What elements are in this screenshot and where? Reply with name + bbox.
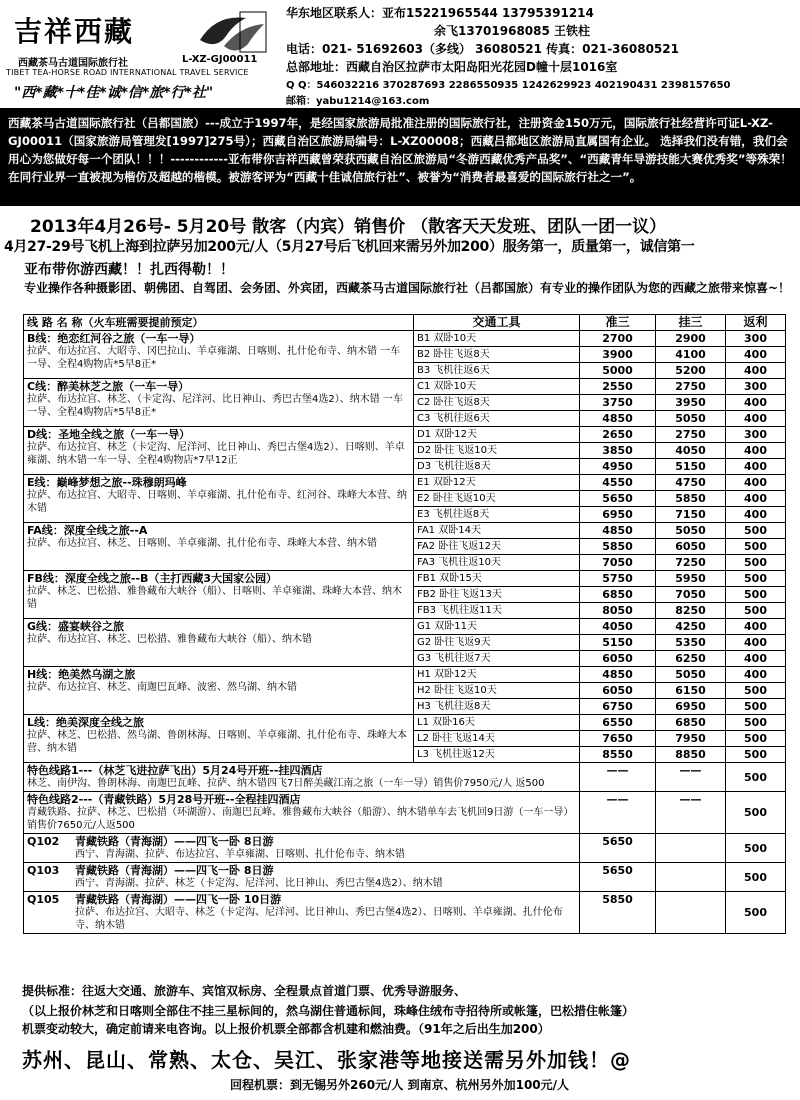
route-title: E线：巅峰梦想之旅--珠穆朗玛峰 — [27, 476, 187, 489]
price-rated-cell: 7950 — [656, 731, 726, 747]
special-route-name: 青藏铁路（青海湖）——四飞一卧 10日游 — [75, 893, 282, 906]
rebate-cell: 500 — [726, 571, 786, 587]
price-cell: —— — [580, 792, 656, 834]
price-rated-cell: 3950 — [656, 395, 726, 411]
price-cell: —— — [656, 792, 726, 834]
special-route-cell — [24, 863, 580, 892]
transport-cell: C3 飞机往返6天 — [414, 411, 580, 427]
price-rated-cell: 8250 — [656, 603, 726, 619]
rebate-cell: 500 — [726, 539, 786, 555]
price-rated-cell: 5050 — [656, 411, 726, 427]
price-standard-cell: 5150 — [580, 635, 656, 651]
transport-cell: G1 双卧11天 — [414, 619, 580, 635]
contact-people: 华东地区联系人：亚布15221965544 13795391214 — [286, 6, 594, 20]
ticket-note: 机票变动较大，确定前请来电咨询。以上报价机票全部都含机建和燃油费。（91年之后出生加200） — [22, 1022, 550, 1036]
rebate-cell: 400 — [726, 395, 786, 411]
logo-block — [0, 0, 282, 100]
price-standard-cell: 4850 — [580, 523, 656, 539]
special-route-cell — [24, 763, 580, 792]
transport-cell: D2 卧往飞返10天 — [414, 443, 580, 459]
transport-cell: H3 飞机往返8天 — [414, 699, 580, 715]
price-standard-cell: 6050 — [580, 651, 656, 667]
company-intro: 西藏茶马古道国际旅行社（吕都国旅）---成立于1997年，是经国家旅游局批准注册的国际旅行社，注册资金150万元，国际旅行社经营许可证L-XZ-GJ00011（国家旅游局管理发[1997]275号）；西藏自治区旅游局编号：L-XZ00008；西藏吕都地区旅游局直属国有企业。 选择我们没有错，我们会用心为您做好每一个团队！！！------------亚布带你吉祥西藏曾荣获西藏自治区旅游局“冬游西藏优秀产品奖”、“西藏青年导游技能大赛优秀奖”等殊荣！在同行业界一直被视为楷仿及超越的楷模。被游客评为“西藏十佳诚信旅行社”、被誉为“消费者最喜爱的国际旅行社之一”。 — [0, 108, 800, 206]
table-row — [24, 523, 786, 539]
special-route-desc: 林芝、南伊沟、鲁朗林海、南迦巴瓦峰、拉萨、纳木错四飞7日醉美藏江南之旅（一车一导）销售价7950元/人 返500 — [27, 778, 545, 789]
contact-people-2: 余飞13701968085 王铁柱 — [434, 24, 591, 38]
contact-block — [284, 0, 800, 106]
special-route-title — [27, 893, 576, 906]
greeting-line: 亚布带你游西藏！！扎西得勒！！ — [24, 262, 234, 278]
price-cell — [656, 863, 726, 892]
rebate-cell: 500 — [726, 731, 786, 747]
price-standard-cell: 7650 — [580, 731, 656, 747]
transport-cell: D3 飞机往返8天 — [414, 459, 580, 475]
price-standard-cell: 8550 — [580, 747, 656, 763]
transport-cell: FB3 飞机往返11天 — [414, 603, 580, 619]
rebate-cell: 300 — [726, 427, 786, 443]
special-route-desc: 拉萨、布达拉宫、大昭寺、林芝（卡定沟、尼洋河、比日神山、秀巴古堡4选2）、日喀则、羊卓雍湖、扎什伦布寺、纳木错 — [75, 907, 563, 931]
route-desc: 拉萨、布达拉宫、林芝、南迦巴瓦峰、波密、然乌湖、纳木错 — [27, 682, 297, 693]
return-ticket-note: 回程机票：到无锡另外260元/人 到南京、杭州另外加100元/人 — [230, 1078, 570, 1092]
route-desc: 拉萨、布达拉宫、林芝（卡定沟、尼洋河、比日神山、秀巴古堡4选2）、日喀则、羊卓雍湖、纳木错一车一导、全程4购物店*7早12正 — [27, 442, 405, 466]
table-header-row — [24, 315, 786, 331]
price-rated-cell: 5850 — [656, 491, 726, 507]
route-desc: 拉萨、布达拉宫、大昭寺、日喀则、羊卓雍湖、扎什伦布寺、红河谷、珠峰大本营、纳木错 — [27, 490, 407, 514]
transport-cell: FA1 双卧14天 — [414, 523, 580, 539]
transport-cell: C2 卧往飞返8天 — [414, 395, 580, 411]
transport-cell: FA3 飞机往返10天 — [414, 555, 580, 571]
special-route-title — [27, 864, 576, 877]
price-standard-cell: 4050 — [580, 619, 656, 635]
route-title: FB线：深度全线之旅--B（主打西藏3大国家公园） — [27, 572, 278, 585]
special-route-title — [27, 793, 576, 806]
price-cell — [656, 892, 726, 934]
rebate-cell: 500 — [726, 523, 786, 539]
email[interactable]: 邮箱：yabu1214@163.com — [286, 96, 430, 107]
special-route-title — [27, 764, 576, 777]
price-cell: —— — [656, 763, 726, 792]
rebate-cell: 400 — [726, 667, 786, 683]
rated-three-header: 挂三 — [656, 315, 726, 331]
route-title: H线：绝美然乌湖之旅 — [27, 668, 136, 681]
rebate-cell: 400 — [726, 635, 786, 651]
route-code: Q105 — [27, 893, 60, 906]
price-rated-cell: 6850 — [656, 715, 726, 731]
transport-cell: D1 双卧12天 — [414, 427, 580, 443]
standard-three-header: 准三 — [580, 315, 656, 331]
rebate-cell: 500 — [726, 715, 786, 731]
special-route-cell — [24, 792, 580, 834]
price-standard-cell: 2650 — [580, 427, 656, 443]
price-cell — [656, 834, 726, 863]
price-standard-cell: 6750 — [580, 699, 656, 715]
transport-cell: E3 飞机往返8天 — [414, 507, 580, 523]
rebate-cell: 500 — [726, 683, 786, 699]
route-title: FA线：深度全线之旅--A — [27, 524, 148, 537]
price-headline: 2013年4月26号- 5月20号 散客（内宾）销售价 （散客天天发班、团队一团一议） — [30, 217, 667, 237]
special-route-title — [27, 835, 576, 848]
transport-cell: FB1 双卧15天 — [414, 571, 580, 587]
transport-cell: B2 卧往飞返8天 — [414, 347, 580, 363]
price-standard-cell: 3750 — [580, 395, 656, 411]
price-rated-cell: 6150 — [656, 683, 726, 699]
route-cell — [24, 331, 414, 379]
route-desc: 拉萨、布达拉宫、林芝、巴松措、雅鲁藏布大峡谷（船）、纳木错 — [27, 634, 312, 645]
route-title: B线：绝恋红河谷之旅（一车一导） — [27, 332, 201, 345]
price-rated-cell: 4050 — [656, 443, 726, 459]
price-standard-cell: 6050 — [580, 683, 656, 699]
route-desc: 拉萨、林芝、巴松措、雅鲁藏布大峡谷（船）、日喀则、羊卓雍湖、珠峰大本营、纳木错 — [27, 586, 402, 610]
transport-cell: G3 飞机往返7天 — [414, 651, 580, 667]
transport-cell: E1 双卧12天 — [414, 475, 580, 491]
pickup-note: 苏州、昆山、常熟、太仓、吴江、张家港等地接送需另外加钱！@ — [22, 1048, 631, 1072]
route-desc: 拉萨、布达拉宫、大昭寺、冈巴拉山、羊卓雍湖、日喀则、扎什伦布寺、纳木错 一车一导、全程4购物店*5早8正* — [27, 346, 401, 370]
special-route-row — [24, 834, 786, 863]
route-title: L线：绝美深度全线之旅 — [27, 716, 145, 729]
price-rated-cell: 7250 — [656, 555, 726, 571]
rebate-cell: 500 — [726, 763, 786, 792]
route-cell — [24, 715, 414, 763]
route-title: D线：圣地全线之旅（一车一导） — [27, 428, 191, 441]
price-cell: 5650 — [580, 863, 656, 892]
rebate-cell: 500 — [726, 555, 786, 571]
rebate-cell: 500 — [726, 892, 786, 934]
price-rated-cell: 8850 — [656, 747, 726, 763]
special-route-row — [24, 792, 786, 834]
slogan: "西*藏*十*佳*诚*信*旅*行*社" — [14, 85, 214, 101]
price-standard-cell: 2700 — [580, 331, 656, 347]
route-cell — [24, 523, 414, 571]
transport-header: 交通工具 — [414, 315, 580, 331]
route-cell — [24, 667, 414, 715]
header — [0, 0, 800, 112]
price-standard-cell: 7050 — [580, 555, 656, 571]
rebate-cell: 400 — [726, 491, 786, 507]
price-rated-cell: 5200 — [656, 363, 726, 379]
price-standard-cell: 6950 — [580, 507, 656, 523]
special-route-desc: 西宁、青海湖、拉萨、布达拉宫、羊卓雍湖、日喀则、扎什伦布寺、纳木错 — [75, 849, 405, 860]
price-cell: —— — [580, 763, 656, 792]
price-rated-cell: 7050 — [656, 587, 726, 603]
route-code: Q102 — [27, 835, 60, 848]
qq-numbers: Q Q：546032216 370287693 2286550935 1242629923 402190431 2398157650 — [286, 80, 731, 91]
transport-cell: L3 飞机往返12天 — [414, 747, 580, 763]
company-name: 西藏茶马古道国际旅行社 — [18, 58, 128, 69]
special-route-row — [24, 863, 786, 892]
hq-address: 总部地址：西藏自治区拉萨市太阳岛阳光花园D幢十层1016室 — [286, 60, 618, 74]
price-rated-cell: 7150 — [656, 507, 726, 523]
price-rated-cell: 2750 — [656, 427, 726, 443]
table-row — [24, 331, 786, 347]
special-route-cell — [24, 892, 580, 934]
route-cell — [24, 427, 414, 475]
route-cell — [24, 619, 414, 667]
rebate-cell: 400 — [726, 475, 786, 491]
price-standard-cell: 4950 — [580, 459, 656, 475]
special-route-row — [24, 763, 786, 792]
table-row — [24, 379, 786, 395]
special-route-cell — [24, 834, 580, 863]
price-standard-cell: 4850 — [580, 411, 656, 427]
price-standard-cell: 4550 — [580, 475, 656, 491]
price-standard-cell: 5000 — [580, 363, 656, 379]
price-standard-cell: 6550 — [580, 715, 656, 731]
services-line: 专业操作各种摄影团、朝佛团、自驾团、会务团、外宾团，西藏茶马古道国际旅行社（吕都国旅）有专业的操作团队为您的西藏之旅带来惊喜~！ — [24, 281, 791, 295]
transport-cell: E2 卧往飞返10天 — [414, 491, 580, 507]
special-route-name: 青藏铁路（青海湖）——四飞一卧 8日游 — [75, 835, 274, 848]
service-standard: 提供标准：往返大交通、旅游车、宾馆双标房、全程景点首道门票、优秀导游服务、 — [22, 984, 467, 998]
rebate-cell: 400 — [726, 651, 786, 667]
price-rated-cell: 5050 — [656, 667, 726, 683]
price-rated-cell: 2900 — [656, 331, 726, 347]
price-rated-cell: 5350 — [656, 635, 726, 651]
rebate-cell: 300 — [726, 379, 786, 395]
flight-surcharge-note: 4月27-29号飞机上海到拉萨另加200元/人（5月27号后飞机回来需另外加200）服务第一，质量第一，诚信第一 — [4, 239, 695, 255]
rebate-cell: 500 — [726, 699, 786, 715]
transport-cell: H2 卧往飞返10天 — [414, 683, 580, 699]
price-standard-cell: 6850 — [580, 587, 656, 603]
rebate-cell: 400 — [726, 619, 786, 635]
transport-cell: L1 双卧16天 — [414, 715, 580, 731]
price-rated-cell: 6250 — [656, 651, 726, 667]
price-standard-cell: 4850 — [580, 667, 656, 683]
special-route-desc: 西宁、青海湖、拉萨、林芝（卡定沟、尼洋河、比日神山、秀巴古堡4选2）、纳木错 — [75, 878, 443, 889]
route-title: C线：醉美林芝之旅（一车一导） — [27, 380, 190, 393]
transport-cell: L2 卧往飞返14天 — [414, 731, 580, 747]
rebate-cell: 500 — [726, 863, 786, 892]
price-rated-cell: 6050 — [656, 539, 726, 555]
price-standard-cell: 5850 — [580, 539, 656, 555]
price-standard-cell: 2550 — [580, 379, 656, 395]
phone-fax: 电话：021- 51692603（多线） 36080521 传真：021-36080521 — [286, 42, 679, 56]
rebate-cell: 400 — [726, 459, 786, 475]
price-table — [23, 314, 786, 934]
price-rated-cell: 4100 — [656, 347, 726, 363]
special-route-name: 青藏铁路（青海湖）——四飞一卧 8日游 — [75, 864, 274, 877]
transport-cell: B1 双卧10天 — [414, 331, 580, 347]
transport-cell: C1 双卧10天 — [414, 379, 580, 395]
special-route-name: 特色线路1---（林芝飞进拉萨飞出）5月24号开班--挂四酒店 — [27, 764, 323, 777]
price-rated-cell: 4250 — [656, 619, 726, 635]
route-cell — [24, 571, 414, 619]
price-rated-cell: 5050 — [656, 523, 726, 539]
route-desc: 拉萨、林芝、巴松措、然乌湖、鲁朗林海、日喀则、羊卓雍湖、扎什伦布寺、珠峰大本营、纳木错 — [27, 730, 407, 754]
special-route-row — [24, 892, 786, 934]
rebate-cell: 300 — [726, 331, 786, 347]
route-header: 线 路 名 称（火车班需要提前预定） — [24, 315, 414, 331]
transport-cell: FA2 卧往飞返12天 — [414, 539, 580, 555]
rebate-cell: 400 — [726, 363, 786, 379]
special-route-name: 特色线路2---（青藏铁路）5月28号开班--全程挂四酒店 — [27, 793, 301, 806]
price-rated-cell: 5950 — [656, 571, 726, 587]
special-route-desc: 青藏铁路、拉萨、林芝、巴松措（环湖游）、南迦巴瓦峰、雅鲁藏布大峡谷（船游）、纳木错单车去飞机回9日游（一车一导）销售价7650元/人返500 — [27, 807, 574, 831]
english-name: TIBET TEA-HORSE ROAD INTERNATIONAL TRAVEL SERVICE — [6, 68, 249, 77]
route-desc: 拉萨、布达拉宫、林芝、日喀则、羊卓雍湖、扎什伦布寺、珠峰大本营、纳木错 — [27, 538, 377, 549]
price-cell: 5650 — [580, 834, 656, 863]
price-rated-cell: 5150 — [656, 459, 726, 475]
rebate-cell: 500 — [726, 603, 786, 619]
table-row — [24, 667, 786, 683]
table-row — [24, 571, 786, 587]
transport-cell: G2 卧往飞返9天 — [414, 635, 580, 651]
price-standard-cell: 5750 — [580, 571, 656, 587]
price-rated-cell: 2750 — [656, 379, 726, 395]
price-cell: 5850 — [580, 892, 656, 934]
rebate-header: 返利 — [726, 315, 786, 331]
price-standard-cell: 3850 — [580, 443, 656, 459]
transport-cell: FB2 卧往飞返13天 — [414, 587, 580, 603]
transport-cell: B3 飞机往返6天 — [414, 363, 580, 379]
rebate-cell: 500 — [726, 792, 786, 834]
price-rated-cell: 6950 — [656, 699, 726, 715]
route-title: G线：盛宴峡谷之旅 — [27, 620, 125, 633]
transport-cell: H1 双卧12天 — [414, 667, 580, 683]
license-number: L-XZ-GJ00011 — [182, 54, 258, 65]
table-row — [24, 427, 786, 443]
rebate-cell: 400 — [726, 347, 786, 363]
route-cell — [24, 475, 414, 523]
table-row — [24, 475, 786, 491]
table-row — [24, 715, 786, 731]
price-standard-cell: 3900 — [580, 347, 656, 363]
rebate-cell: 500 — [726, 834, 786, 863]
route-cell — [24, 379, 414, 427]
rebate-cell: 400 — [726, 507, 786, 523]
accommodation-note: （以上报价林芝和日喀则全部住不挂三星标间的，然乌湖住普通标间，珠峰住绒布寺招待所或帐篷，巴松措住帐篷） — [22, 1004, 635, 1018]
rebate-cell: 500 — [726, 747, 786, 763]
route-code: Q103 — [27, 864, 60, 877]
price-standard-cell: 8050 — [580, 603, 656, 619]
route-desc: 拉萨、布达拉宫、林芝、（卡定沟、尼洋河、比日神山、秀巴古堡4选2）、纳木错 一车一导、全程4购物店*5早8正* — [27, 394, 403, 418]
rebate-cell: 400 — [726, 443, 786, 459]
company-logo-icon — [196, 10, 268, 54]
brand-title: 吉祥西藏 — [14, 15, 135, 48]
rebate-cell: 500 — [726, 587, 786, 603]
table-row — [24, 619, 786, 635]
rebate-cell: 400 — [726, 411, 786, 427]
price-standard-cell: 5650 — [580, 491, 656, 507]
price-rated-cell: 4750 — [656, 475, 726, 491]
